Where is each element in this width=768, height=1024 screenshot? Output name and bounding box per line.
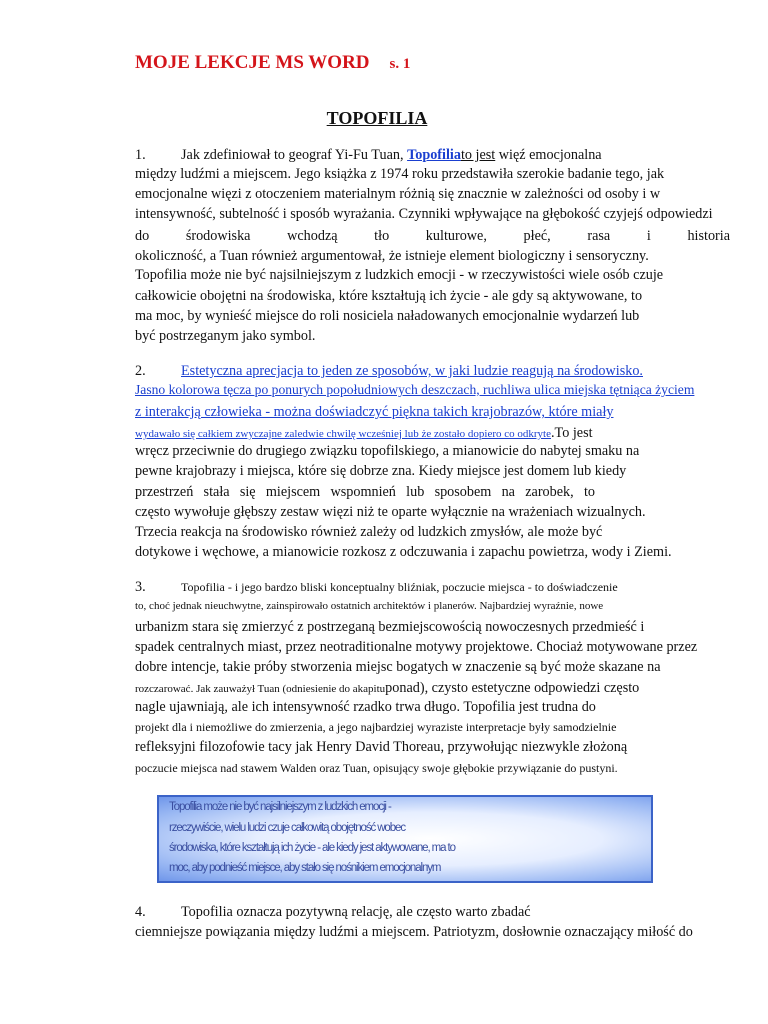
p1-line-4: intensywność, subtelność i sposób wyrażania. Czynniki wpływające na głębokość czyjejś odpowiedzi (135, 206, 713, 222)
p3-line-8: projekt dla i niemożliwe do zmierzenia, a jego najbardziej wyraziste interpretacje były samodzielnie (135, 720, 617, 734)
document-header (135, 52, 410, 74)
p2-line-7: przestrzeń stała się miejscem wspomnień lub sposobem na zarobek, to (135, 484, 595, 500)
p3-line-1 (135, 577, 730, 597)
p2-link-2[interactable]: Jasno kolorowa tęcza po ponurych popołudniowych deszczach, ruchliwa ulica miejska tętniąca życiem (135, 382, 695, 397)
p3-text-6b: ponad), czysto estetyczne odpowiedzi często (385, 680, 640, 696)
p3-line-9: refleksyjni filozofowie tacy jak Henry David Thoreau, przywołując niezwykle złożoną (135, 739, 628, 755)
p4-line-1 (135, 902, 730, 922)
p1-line-2: między ludźmi a miejscem. Jego książka z 1974 roku przedstawiła szerokie badanie tego, jak (135, 166, 665, 182)
p2-line-6: pewne krajobrazy i miejsca, które się dobrze zna. Kiedy miejsce jest domem lub kiedy (135, 463, 627, 479)
p3-text-1: Topofilia - i jego bardzo bliski konceptualny bliźniak, poczucie miejsca - to doświadczenie (181, 580, 618, 594)
p2-line-1 (135, 361, 730, 381)
p3-line-7: nagle ujawniają, ale ich intensywność rzadko trwa długo. Topofilia jest trudna do (135, 699, 596, 715)
p1-line-5: do środowiska wchodzą tło kulturowe, płeć, rasa i historia (135, 228, 730, 244)
pull-quote-box (157, 795, 653, 883)
quote-line-1: Topofilia może nie być najsilniejszym z ludzkich emocji - (169, 801, 391, 813)
quote-line-3: środowiska, które kształtują ich życie - ale kiedy jest aktywowane, ma to (169, 842, 455, 854)
p1-line-8: całkowicie obojętni na środowiska, które kształtują ich życie - ale gdy są aktywowane, to (135, 288, 643, 304)
quote-line-4: moc, aby podnieść miejsce, aby stało się nośnikiem emocjonalnym (169, 862, 441, 874)
p4-line-2: ciemniejsze powiązania między ludźmi a miejscem. Patriotyzm, dosłownie oznaczający miłość do (135, 924, 693, 940)
p3-line-6 (135, 678, 730, 699)
p1-line-6: okoliczność, a Tuan również argumentował, że istnieje element biologiczny i sensoryczny. (135, 248, 649, 264)
p2-link-1[interactable]: Estetyczna aprecjacja to jeden ze sposobów, w jaki ludzie reagują na środowisko. (181, 363, 643, 379)
p3-line-4: spadek centralnych miast, przez neotraditionalne motywy projektowe. Chociaż motywowane przez (135, 639, 698, 655)
title-text: TOPOFILIA (326, 108, 428, 128)
p2-line-10: dotykowe i węchowe, a mianowicie rozkosz z odczuwania i zapachu powietrza, wody i Ziemi. (135, 544, 672, 560)
p3-text-6a: rozczarować. Jak zauważył Tuan (odniesienie do akapitu (135, 683, 386, 695)
p1-line-1 (135, 145, 730, 165)
p2-link-4[interactable]: wydawało się całkiem zwyczajne zaledwie chwilę wcześniej lub że zostało dopiero co odkryte (135, 428, 551, 440)
quote-line-2: rzeczywiście, wielu ludzi czuje całkowitą obojętność wobec (169, 822, 405, 834)
p1-link-rest[interactable]: to jest (460, 147, 496, 163)
p1-number: 1. (135, 147, 146, 163)
p3-number: 3. (135, 579, 146, 595)
header-title: MOJE LEKCJE MS WORD (135, 52, 370, 73)
p4-number: 4. (135, 904, 146, 920)
p1-line-3: emocjonalne więzi z otoczeniem materialnym różnią się znacznie w zależności od osoby i w (135, 186, 661, 202)
p1-text-a: Jak zdefiniował to geograf Yi-Fu Tuan, (181, 147, 404, 163)
p2-number: 2. (135, 363, 146, 379)
p3-line-2: to, choć jednak nieuchwytne, zainspirowało ostatnich architektów i planerów. Najbardziej wyraźnie, nowe (135, 600, 604, 612)
p1-line-9: ma moc, by wynieść miejsce do roli nosiciela naładowanych emocjonalnie wydarzeń lub (135, 308, 640, 324)
p1-line-10: być postrzeganym jako symbol. (135, 328, 316, 344)
topofilia-link[interactable]: Topofilia (407, 147, 461, 163)
p2-line-5: wręcz przeciwnie do drugiego związku topofilskiego, a mianowicie do nabytej smaku na (135, 443, 640, 459)
p2-text-4b: .To jest (551, 425, 593, 441)
p2-line-8: często wywołuje głębszy zestaw więzi niż te oparte wyłącznie na wrażeniach wizualnych. (135, 504, 646, 520)
p3-line-10: poczucie miejsca nad stawem Walden oraz Tuan, opisujący swoje głębokie przywiązanie do pustyni. (135, 761, 618, 775)
p1-line-7: Topofilia może nie być najsilniejszym z ludzkich emocji - w rzeczywistości wiele osób czuje (135, 267, 664, 283)
p2-line-9: Trzecia reakcja na środowisko również zależy od ludzkich zmysłów, ale może być (135, 524, 603, 540)
p1-text-d: więź emocjonalna (498, 147, 602, 163)
p2-link-3[interactable]: z interakcją człowieka - można doświadczyć piękna takich krajobrazów, które miały (135, 404, 614, 420)
p3-line-3: urbanizm stara się zmierzyć z postrzeganą bezmiejscowością nowoczesnych przedmieść i (135, 619, 645, 635)
p3-line-5: dobre intencje, takie próby stworzenia miejsc bogatych w znaczenie są być może skazane na (135, 659, 661, 675)
document-title (0, 108, 768, 129)
p4-text-1: Topofilia oznacza pozytywną relację, ale często warto zbadać (181, 904, 531, 920)
page-number: s. 1 (389, 56, 411, 72)
